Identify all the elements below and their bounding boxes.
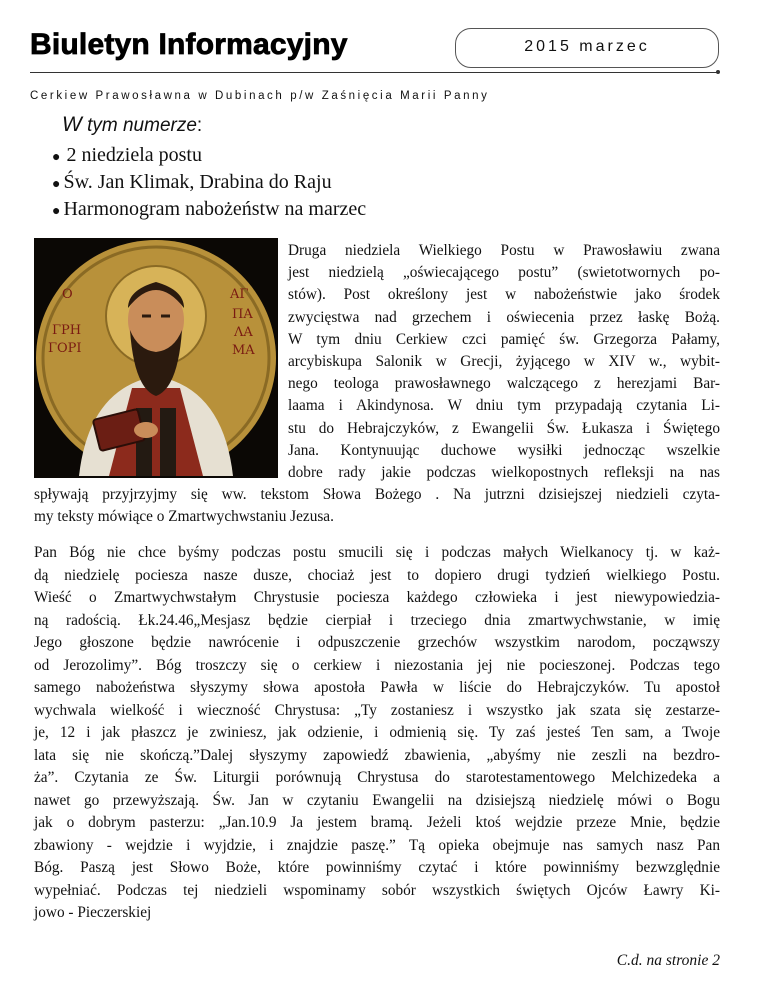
date-box bbox=[455, 28, 719, 68]
text-line: Bóg. Paszą jest Słowo Boże, które powinniśmy czytać i które powinniśmy bezwzględnie bbox=[34, 859, 720, 876]
continued-note[interactable]: C.d. na stronie 2 bbox=[616, 952, 720, 969]
bullet-icon: ● bbox=[52, 150, 61, 165]
text-line: Druga niedziela Wielkiego Postu w Prawosławiu zwana bbox=[288, 242, 720, 259]
text-line: spływają przyjrzyjmy się ww. tekstom Słowa Bożego . Na jutrzni dzisiejszej niedzieli czyta- bbox=[34, 486, 720, 503]
text-line: jak o dobrym pasterzu: „Jan.10.9 Ja jestem bramą. Jeżeli ktoś wejdzie przeze Mnie, będzie bbox=[34, 814, 720, 831]
bullet-icon: ● bbox=[52, 204, 61, 219]
icon-cross-band bbox=[160, 408, 176, 476]
text-line: zwycięstwa nad grzechem i oświecenia przez łaskę Bożą. bbox=[288, 308, 720, 326]
text-line: zbawiony - wejdzie i wyjdzie, i znajdzie paszę.” Tą opieka obejmuje nas samych nasz Pan bbox=[34, 836, 720, 854]
text-line: laama i Akindynosa. W dniu tym przypadają czytania Li- bbox=[288, 397, 720, 415]
parish-subtitle: Cerkiew Prawosławna w Dubinach p/w Zaśnięcia Marii Panny bbox=[30, 90, 490, 102]
icon-letter-left-top: Ο bbox=[62, 287, 73, 302]
toc-heading bbox=[62, 113, 202, 137]
issue-date: 2015 marzec bbox=[524, 38, 650, 55]
toc-list bbox=[52, 143, 366, 224]
icon-letter-right: ΛΑ bbox=[234, 325, 253, 340]
text-line: stów). Post określony jest w nabożeństwie jako środek bbox=[288, 286, 720, 304]
text-line: jowo - Pieczerskiej bbox=[34, 904, 152, 921]
text-line: dą niedzielę pociesza nasze dusze, chociaż jest to dopiero drugi tydzień wielkiego Postu. bbox=[34, 566, 720, 584]
text-line: je, 12 i jak płaszcz je zwiniesz, jak odzienie, i odmienią się. Ty zaś jesteś Ten sam, a Twoje bbox=[34, 724, 720, 741]
icon-letter-right: ΜΑ bbox=[232, 343, 255, 358]
text-line: Wieść o Zmartwychwstałym Chrystusie pociesza każdego człowieka i jest niewypowiedzia- bbox=[34, 589, 720, 606]
icon-letter-left: ΓΡΗ bbox=[52, 323, 82, 338]
toc-item-text: 2 niedziela postu bbox=[66, 144, 202, 166]
text-line: nawet go przewyższają. Św. Jan w czytaniu Ewangelii na dzisiejszą niedzielę mówi o Bogu bbox=[34, 791, 720, 809]
text-line: dobre rady jakie podczas wielkopostnych refleksji na nas bbox=[288, 464, 720, 482]
icon-letter-right-top: ΑΓ bbox=[230, 287, 249, 302]
toc-item bbox=[52, 197, 366, 224]
text-line: Pan Bóg nie chce byśmy podczas postu smucili się i podczas małych Wielkanocy tj. w każ- bbox=[34, 544, 720, 561]
article1-wrapped-text bbox=[288, 240, 720, 484]
toc-item-text: Św. Jan Klimak, Drabina do Raju bbox=[63, 171, 332, 193]
saint-icon-image bbox=[34, 238, 278, 478]
toc-heading-rest: tym numerze bbox=[81, 115, 197, 136]
text-line: ną radością. Łk.24.46„Mesjasz będzie cierpiał i trzeciego dnia zmartwychwstanie, w imię bbox=[34, 611, 720, 629]
text-line: Jego głoszone będzie nawrócenie i odpuszczenie grzechów wszystkim narodom, począwszy bbox=[34, 634, 720, 651]
text-line: nego teologa prawosławnego walczącego z herezjami Bar- bbox=[288, 375, 720, 393]
text-line: jest niedzielą „oświecającego postu” (swietotwornych po- bbox=[288, 264, 720, 282]
newsletter-title: Biuletyn Informacyjny bbox=[30, 28, 348, 61]
text-line: wypełniać. Podczas tej niedzieli wspominamy sobór wszystkich świętych Ojców Ławry Ki- bbox=[34, 881, 720, 899]
article2-text bbox=[34, 542, 720, 925]
toc-item bbox=[52, 143, 366, 170]
text-line: Jana. Kontynuując duchowe wysiłki jednocząc wszelkie bbox=[288, 441, 720, 459]
text-line: W tym dniu Cerkiew czci pamięć św. Grzegorza Pałamy, bbox=[288, 330, 720, 348]
text-line: stu do Hebrajczyków, z Ewangelii Św. Łukasza i Świętego bbox=[288, 419, 720, 437]
header-rule bbox=[30, 72, 718, 73]
article1-full-text bbox=[34, 484, 720, 528]
icon-hand bbox=[134, 422, 158, 438]
toc-heading-first: W bbox=[62, 113, 82, 136]
saint-icon-svg bbox=[34, 238, 278, 478]
toc-heading-colon: : bbox=[196, 115, 203, 136]
icon-letter-right: ΠΑ bbox=[232, 307, 253, 322]
header-rule-end bbox=[716, 70, 720, 74]
text-line: lata się nie skończą.”Dalej słyszymy zapowiedź zbawienia, „abyśmy nie zeszli na bezdro- bbox=[34, 746, 720, 764]
text-line: arcybiskupa Salonik w Grecji, żyjącego w XIV w., wybit- bbox=[288, 353, 720, 371]
text-line: my teksty mówiące o Zmartwychwstaniu Jezusa. bbox=[34, 508, 334, 526]
bullet-icon: ● bbox=[52, 177, 61, 192]
text-line: od Jerozolimy”. Bóg troszczy się o cerkiew i niezostania jej nie pocieszonej. Podczas tego bbox=[34, 656, 720, 674]
toc-item bbox=[52, 170, 366, 197]
icon-letter-left: ΓΟΡΙ bbox=[48, 341, 82, 356]
text-line: wychwala wielkość i wieczność Chrystusa: „Ty zostaniesz i wszystko jak szata się zestarze- bbox=[34, 701, 720, 719]
text-line: ża”. Czytania ze Św. Liturgii porównują Chrystusa do starotestamentowego Melchizedeka a bbox=[34, 769, 720, 786]
toc-item-text: Harmonogram nabożeństw na marzec bbox=[63, 198, 367, 220]
text-line: samego nabożeństwa słyszymy słowa apostoła Pawła w liście do Hebrajczyków. Tu apostoł bbox=[34, 679, 720, 696]
